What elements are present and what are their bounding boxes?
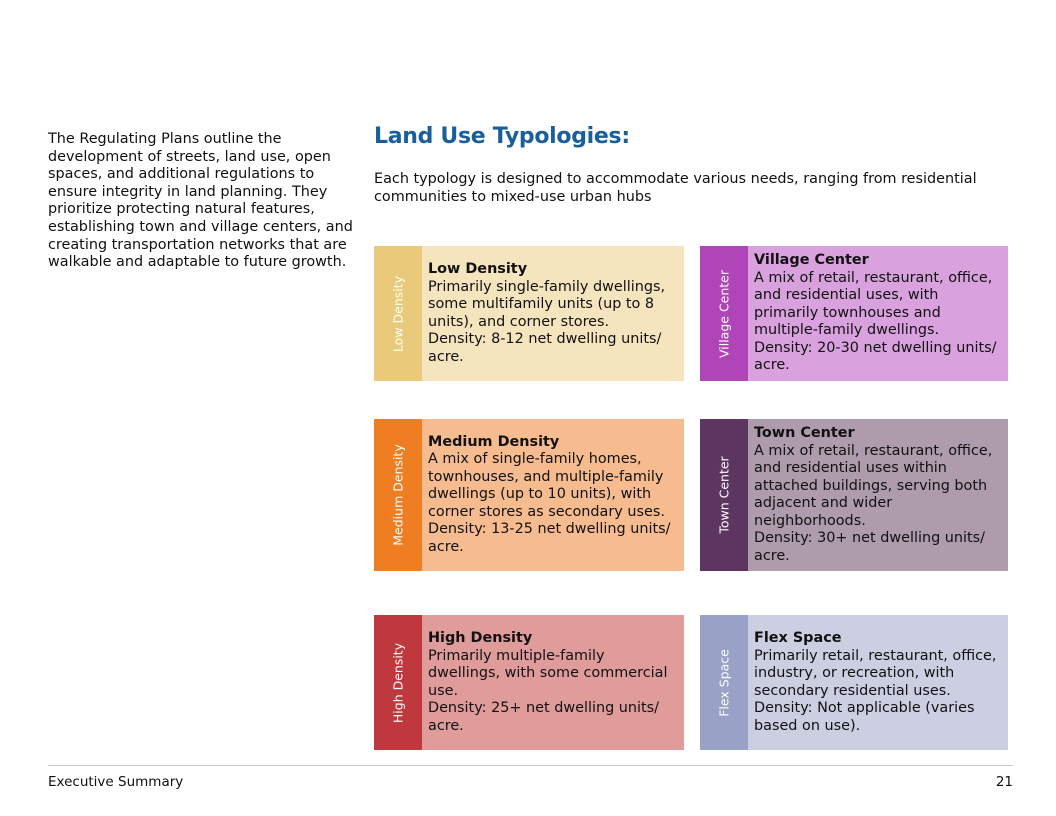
card-flex-space (700, 615, 1008, 750)
footer-divider (48, 765, 1013, 766)
card-density: Density: 8-12 net dwelling units/ acre. (428, 331, 662, 365)
card-tab (700, 246, 748, 381)
card-body (748, 615, 1008, 750)
card-medium-density (374, 419, 684, 571)
footer-page-number: 21 (995, 774, 1013, 790)
card-body (748, 419, 1008, 571)
card-tab (374, 615, 422, 750)
card-title: High Density (428, 630, 533, 646)
card-description: A mix of retail, restaurant, office, and residential uses within attached buildings, serving both adjacent and wider neighborhoods. (754, 442, 993, 529)
card-density: Density: Not applicable (varies based on use). (754, 700, 975, 734)
card-tab (700, 419, 748, 571)
card-tab-label: Town Center (716, 456, 732, 534)
card-tab-label: Flex Space (716, 648, 732, 717)
card-density: Density: 20-30 net dwelling units/ acre. (754, 339, 997, 374)
card-title: Low Density (428, 261, 528, 277)
card-town-center (700, 419, 1008, 571)
card-tab-label: High Density (390, 642, 406, 723)
card-description: Primarily single-family dwellings, some multifamily units (up to 8 units), and corner stores. (428, 278, 666, 330)
card-description: Primarily retail, restaurant, office, industry, or recreation, with secondary residential uses. (754, 647, 997, 699)
card-body (422, 615, 684, 750)
card-high-density (374, 615, 684, 750)
card-tab-label: Low Density (390, 275, 406, 352)
card-low-density (374, 246, 684, 381)
card-tab-label: Village Center (716, 269, 732, 358)
card-title: Town Center (754, 425, 855, 441)
card-village-center (700, 246, 1008, 381)
page-heading: Land Use Typologies: (374, 124, 630, 149)
card-title: Village Center (754, 252, 869, 269)
card-title: Flex Space (754, 630, 842, 646)
card-density: Density: 30+ net dwelling units/ acre. (754, 530, 986, 564)
card-tab-label: Medium Density (390, 444, 406, 546)
card-tab (700, 615, 748, 750)
card-density: Density: 25+ net dwelling units/ acre. (428, 700, 660, 734)
card-description: A mix of retail, restaurant, office, and residential uses, with primarily townhouses and multiple-family dwellings. (754, 269, 993, 339)
page-subtitle: Each typology is designed to accommodate various needs, ranging from residential communities to mixed-use urban hubs (374, 171, 977, 205)
card-body (422, 419, 684, 571)
card-body (422, 246, 684, 381)
card-density: Density: 13-25 net dwelling units/ acre. (428, 521, 671, 555)
card-body (748, 246, 1008, 381)
intro-paragraph: The Regulating Plans outline the development of streets, land use, open spaces, and additional regulations to ensure integrity in land planning. They prioritize protecting natural features, establishing town and village centers, and creating transportation networks that are walkable and adaptable to future growth. (48, 131, 353, 271)
card-tab (374, 246, 422, 381)
footer-section-label: Executive Summary (48, 774, 184, 790)
card-title: Medium Density (428, 433, 560, 450)
card-description: Primarily multiple-family dwellings, with some commercial use. (428, 647, 668, 699)
card-description: A mix of single-family homes, townhouses, and multiple-family dwellings (up to 10 units), with corner stores as secondary uses. (428, 451, 665, 520)
card-tab (374, 419, 422, 571)
